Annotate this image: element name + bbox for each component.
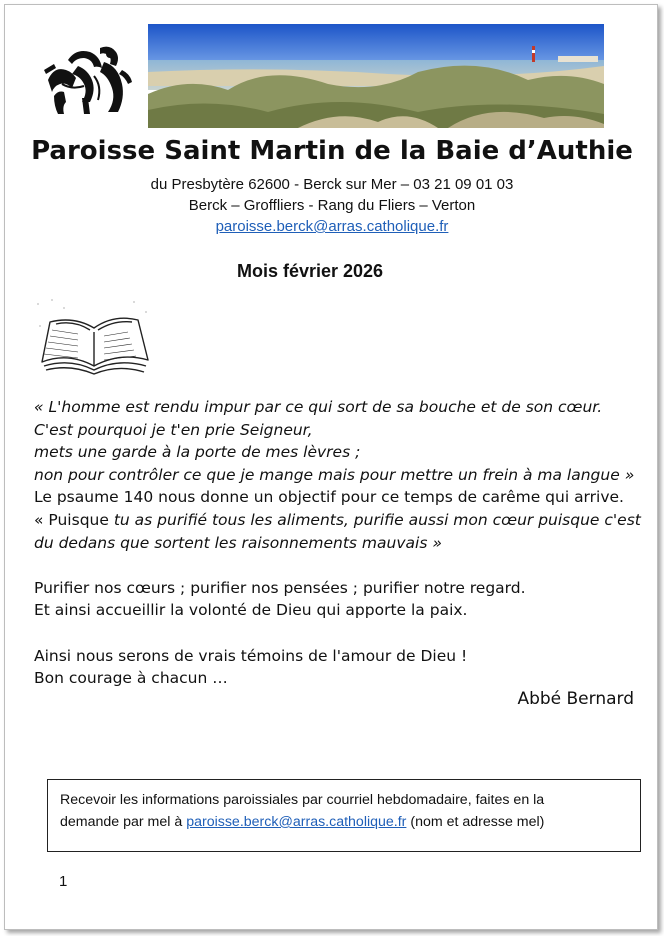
paragraph-gap	[34, 554, 644, 577]
paragraph-line: Purifier nos cœurs ; purifier nos pensées ; purifier notre regard.	[34, 578, 526, 597]
presbytery-address: du Presbytère 62600 - Berck sur Mer – 03 21 09 01 03	[150, 176, 514, 193]
subscribe-prefix: demande par mel à	[60, 814, 187, 830]
scripture-line: du dedans que sortent les raisonnements mauvais »	[34, 533, 442, 552]
parish-title: Paroisse Saint Martin de la Baie d’Authie	[31, 136, 633, 166]
scripture-line: « L'homme est rendu impur par ce qui sort de sa bouche et de son cœur.	[34, 398, 603, 416]
scripture-line: C'est pourquoi je t'en prie Seigneur,	[34, 420, 313, 439]
open-book-icon	[34, 296, 154, 380]
subscribe-line: Recevoir les informations paroissiales par courriel hebdomadaire, faites en la	[60, 792, 545, 808]
message-body	[34, 396, 644, 690]
subscribe-email-link[interactable]: paroisse.berck@arras.catholique.fr	[186, 814, 407, 830]
quote-text: tu as purifié tous les aliments, purifie aussi mon cœur puisque c'est	[113, 510, 641, 529]
scripture-line	[34, 509, 644, 532]
paragraph-line: Ainsi nous serons de vrais témoins de l'amour de Dieu !	[34, 646, 468, 665]
month-title: Mois février 2026	[236, 261, 384, 281]
subscribe-suffix: (nom et adresse mel)	[406, 814, 545, 830]
paragraph-line: Bon courage à chacun …	[34, 669, 228, 688]
paragraph-gap	[34, 622, 644, 645]
parish-email-link[interactable]: paroisse.berck@arras.catholique.fr	[215, 218, 449, 235]
page-number: 1	[59, 873, 68, 890]
quote-open: « Puisque	[34, 510, 114, 529]
coastal-dunes-photo	[148, 24, 604, 128]
paragraph-line: Et ainsi accueillir la volonté de Dieu qui apporte la paix.	[34, 601, 468, 620]
signature: Abbé Bernard	[517, 689, 634, 709]
scripture-line: non pour contrôler ce que je mange mais pour mettre un frein à ma langue »	[34, 465, 635, 484]
psalm-line: Le psaume 140 nous donne un objectif pour ce temps de carême qui arrive.	[34, 488, 624, 507]
subscribe-line	[60, 811, 628, 833]
saint-martin-horse-logo-icon	[38, 40, 138, 124]
scripture-line: mets une garde à la porte de mes lèvres ;	[34, 443, 361, 462]
parish-towns: Berck – Groffliers - Rang du Fliers – Verton	[188, 197, 476, 214]
subscribe-box	[47, 779, 641, 852]
